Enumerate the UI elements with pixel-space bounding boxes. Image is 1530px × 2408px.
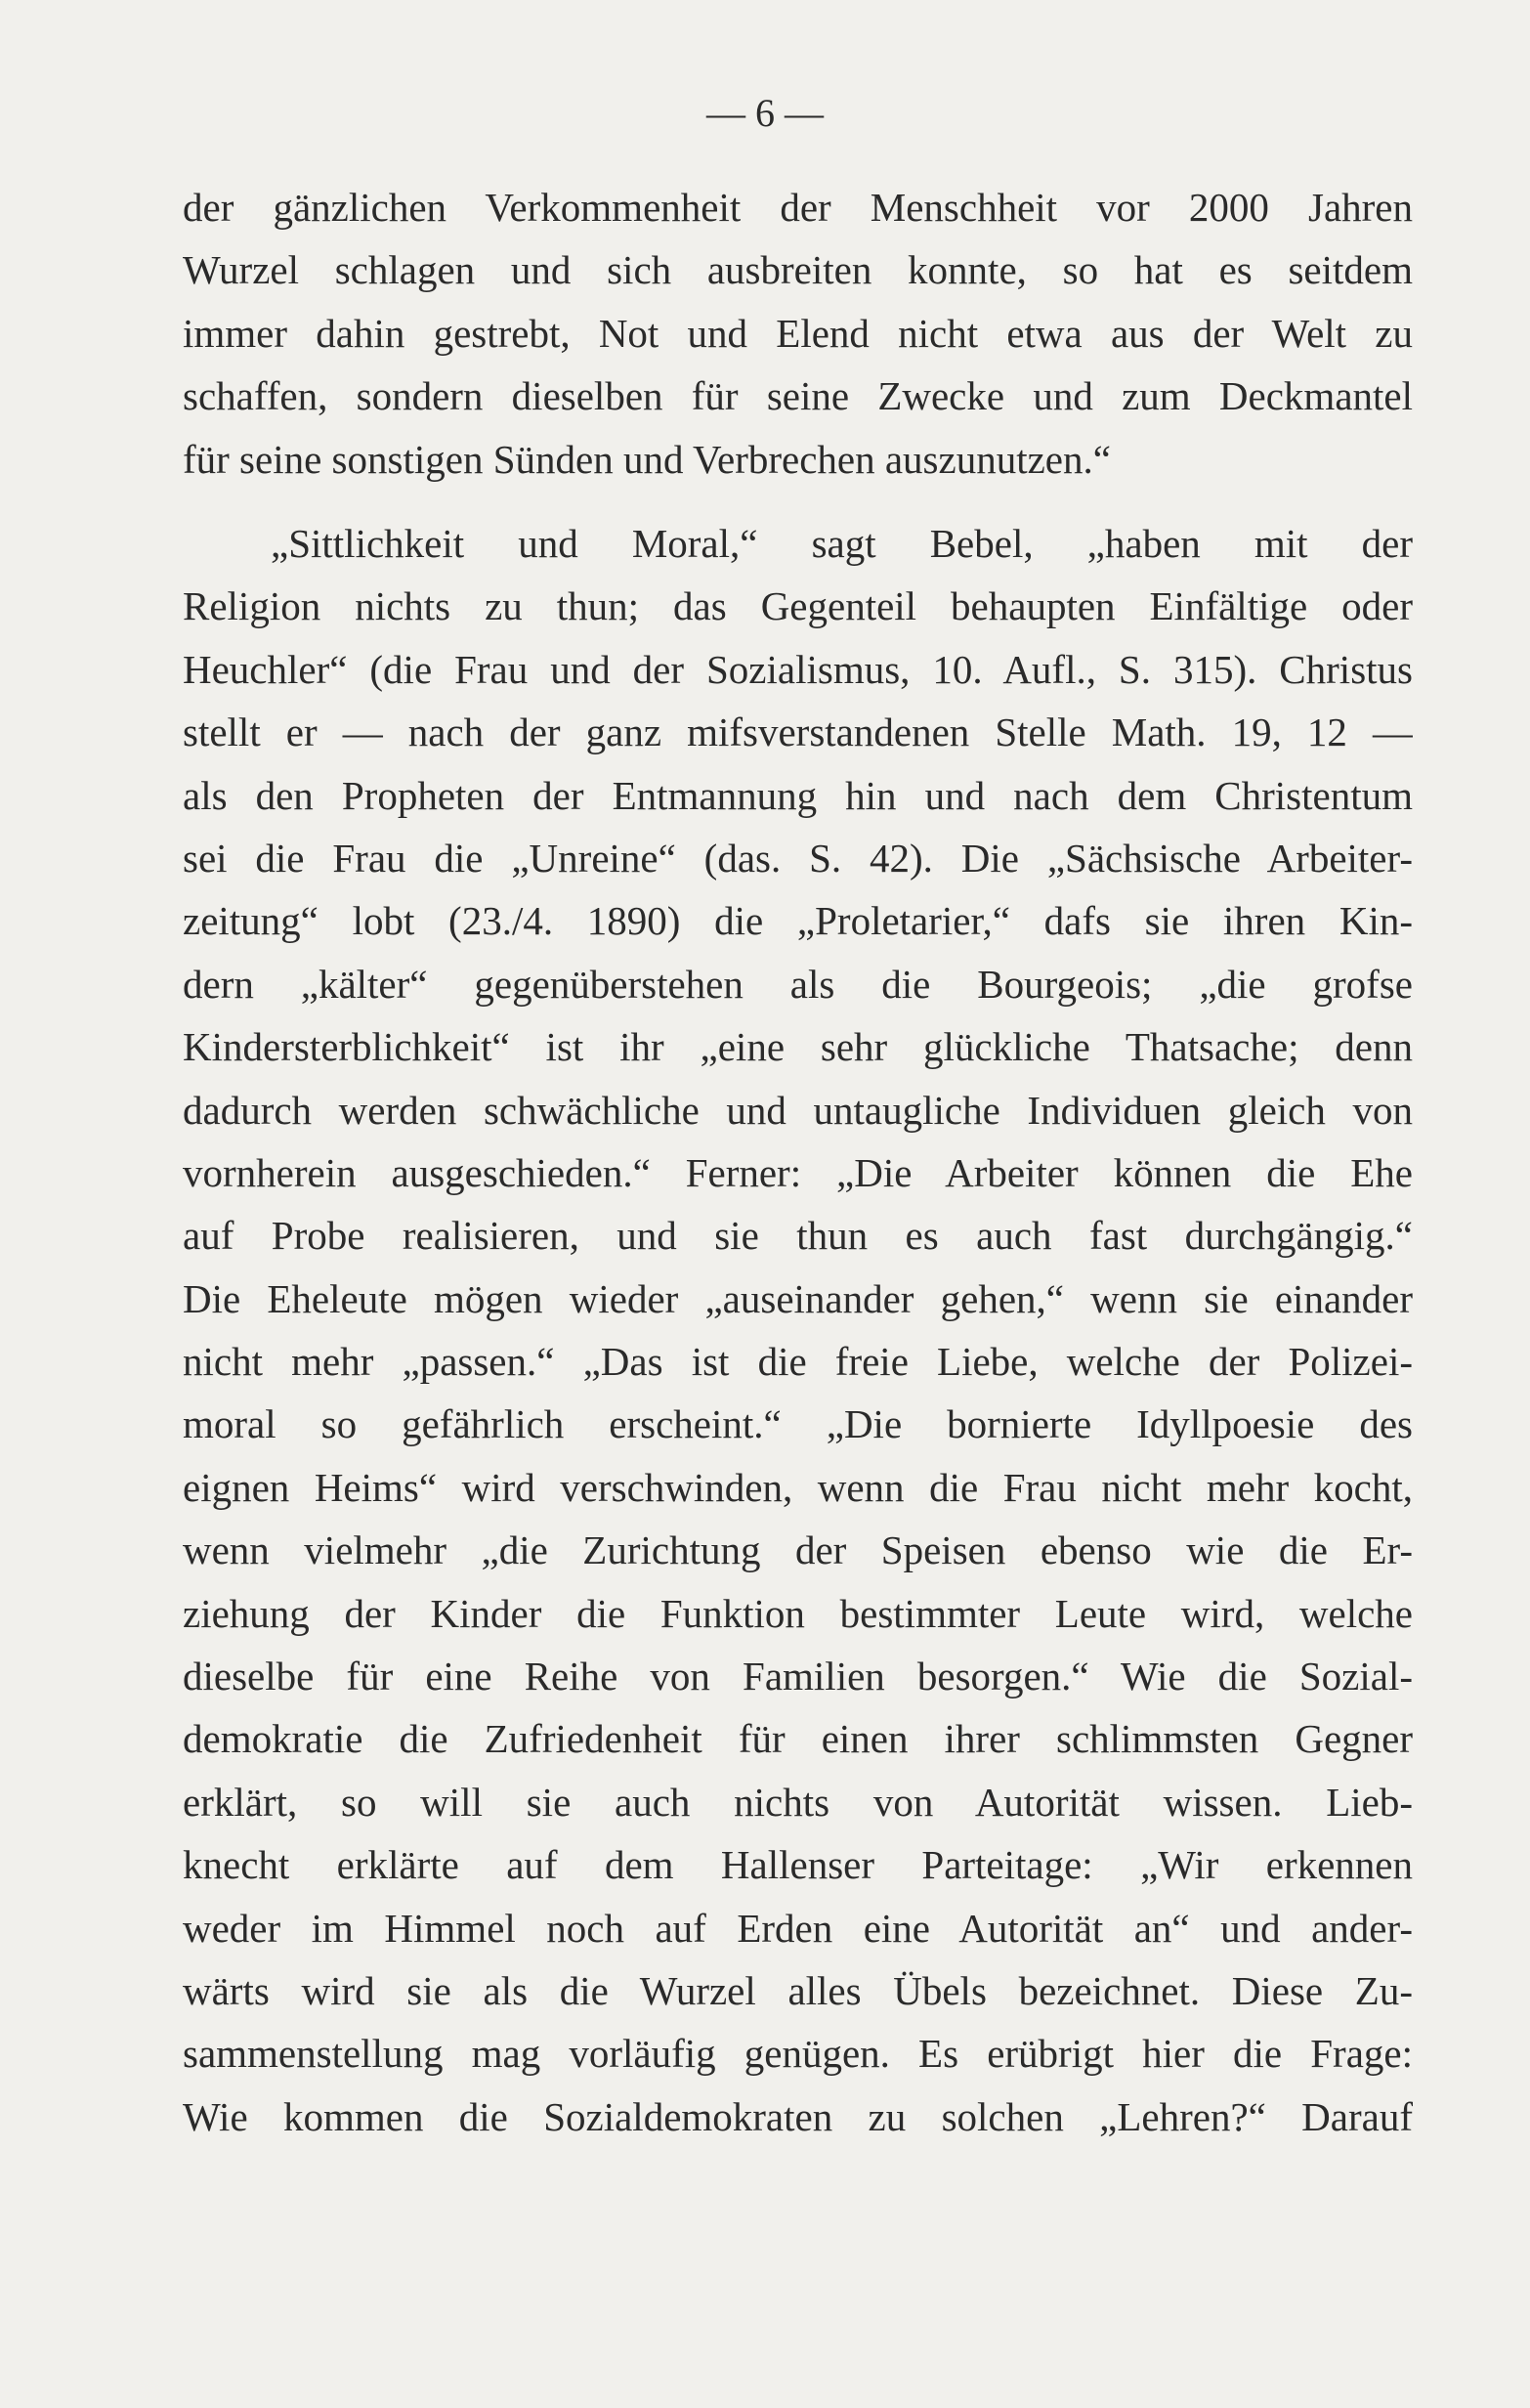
text-line: als den Propheten der Entmannung hin und nach dem Christentum [183, 772, 1413, 818]
text-line: „Sittlichkeit und Moral,“ sagt Bebel, „haben mit der [271, 521, 1413, 566]
text-line: weder im Himmel noch auf Erden eine Autorität an“ und ander- [183, 1905, 1413, 1951]
text-line: Heuchler“ (die Frau und der Sozialismus, 10. Aufl., S. 315). Christus [183, 646, 1413, 692]
text-line: stellt er — nach der ganz mifsverstandenen Stelle Math. 19, 12 — [183, 710, 1413, 755]
text-line: erklärt, so will sie auch nichts von Autorität wissen. Lieb- [183, 1779, 1413, 1825]
text-line: sammenstellung mag vorläufig genügen. Es erübrigt hier die Frage: [183, 2031, 1413, 2077]
text-line: immer dahin gestrebt, Not und Elend nicht etwa aus der Welt zu [183, 310, 1413, 356]
text-line: dieselbe für eine Reihe von Familien besorgen.“ Wie die Sozial- [183, 1654, 1413, 1699]
text-line: nicht mehr „passen.“ „Das ist die freie Liebe, welche der Polizei- [183, 1339, 1413, 1385]
page-number: — 6 — [706, 91, 824, 135]
paragraph-continuation [183, 176, 1413, 491]
text-line: eignen Heims“ wird verschwinden, wenn die Frau nicht mehr kocht, [183, 1464, 1413, 1510]
text-line: der gänzlichen Verkommenheit der Menschheit vor 2000 Jahren [183, 185, 1413, 230]
text-line: wenn vielmehr „die Zurichtung der Speisen ebenso wie die Er- [183, 1527, 1413, 1573]
text-line: sei die Frau die „Unreine“ (das. S. 42). Die „Sächsische Arbeiter- [183, 835, 1413, 881]
text-line: Religion nichts zu thun; das Gegenteil behaupten Einfältige oder [183, 583, 1413, 629]
text-line: ziehung der Kinder die Funktion bestimmter Leute wird, welche [183, 1590, 1413, 1636]
text-line: Kindersterblichkeit“ ist ihr „eine sehr glückliche Thatsache; denn [183, 1024, 1413, 1070]
text-line: schaffen, sondern dieselben für seine Zwecke und zum Deckmantel [183, 373, 1413, 419]
text-line: moral so gefährlich erscheint.“ „Die bornierte Idyllpoesie des [183, 1401, 1413, 1447]
text-line: demokratie die Zufriedenheit für einen ihrer schlimmsten Gegner [183, 1716, 1413, 1762]
paragraph-sittlichkeit [183, 512, 1413, 2148]
text-line: wärts wird sie als die Wurzel alles Übels bezeichnet. Diese Zu- [183, 1967, 1413, 2013]
text-line: vornherein ausgeschieden.“ Ferner: „Die Arbeiter können die Ehe [183, 1149, 1413, 1195]
text-line: auf Probe realisieren, und sie thun es auch fast durchgängig.“ [183, 1213, 1413, 1259]
text-line: dadurch werden schwächliche und untaugliche Individuen gleich von [183, 1087, 1413, 1133]
text-line: Wurzel schlagen und sich ausbreiten konnte, so hat es seitdem [183, 247, 1413, 293]
text-line: dern „kälter“ gegenüberstehen als die Bourgeois; „die grofse [183, 961, 1413, 1007]
text-line: zeitung“ lobt (23./4. 1890) die „Proletarier,“ dafs sie ihren Kin- [183, 898, 1413, 944]
text-line: für seine sonstigen Sünden und Verbrechen auszunutzen.“ [183, 436, 1111, 482]
text-line: knecht erklärte auf dem Hallenser Parteitage: „Wir erkennen [183, 1842, 1413, 1888]
text-line: Die Eheleute mögen wieder „auseinander gehen,“ wenn sie einander [183, 1275, 1413, 1321]
text-line: Wie kommen die Sozialdemokraten zu solchen „Lehren?“ Darauf [183, 2093, 1413, 2139]
